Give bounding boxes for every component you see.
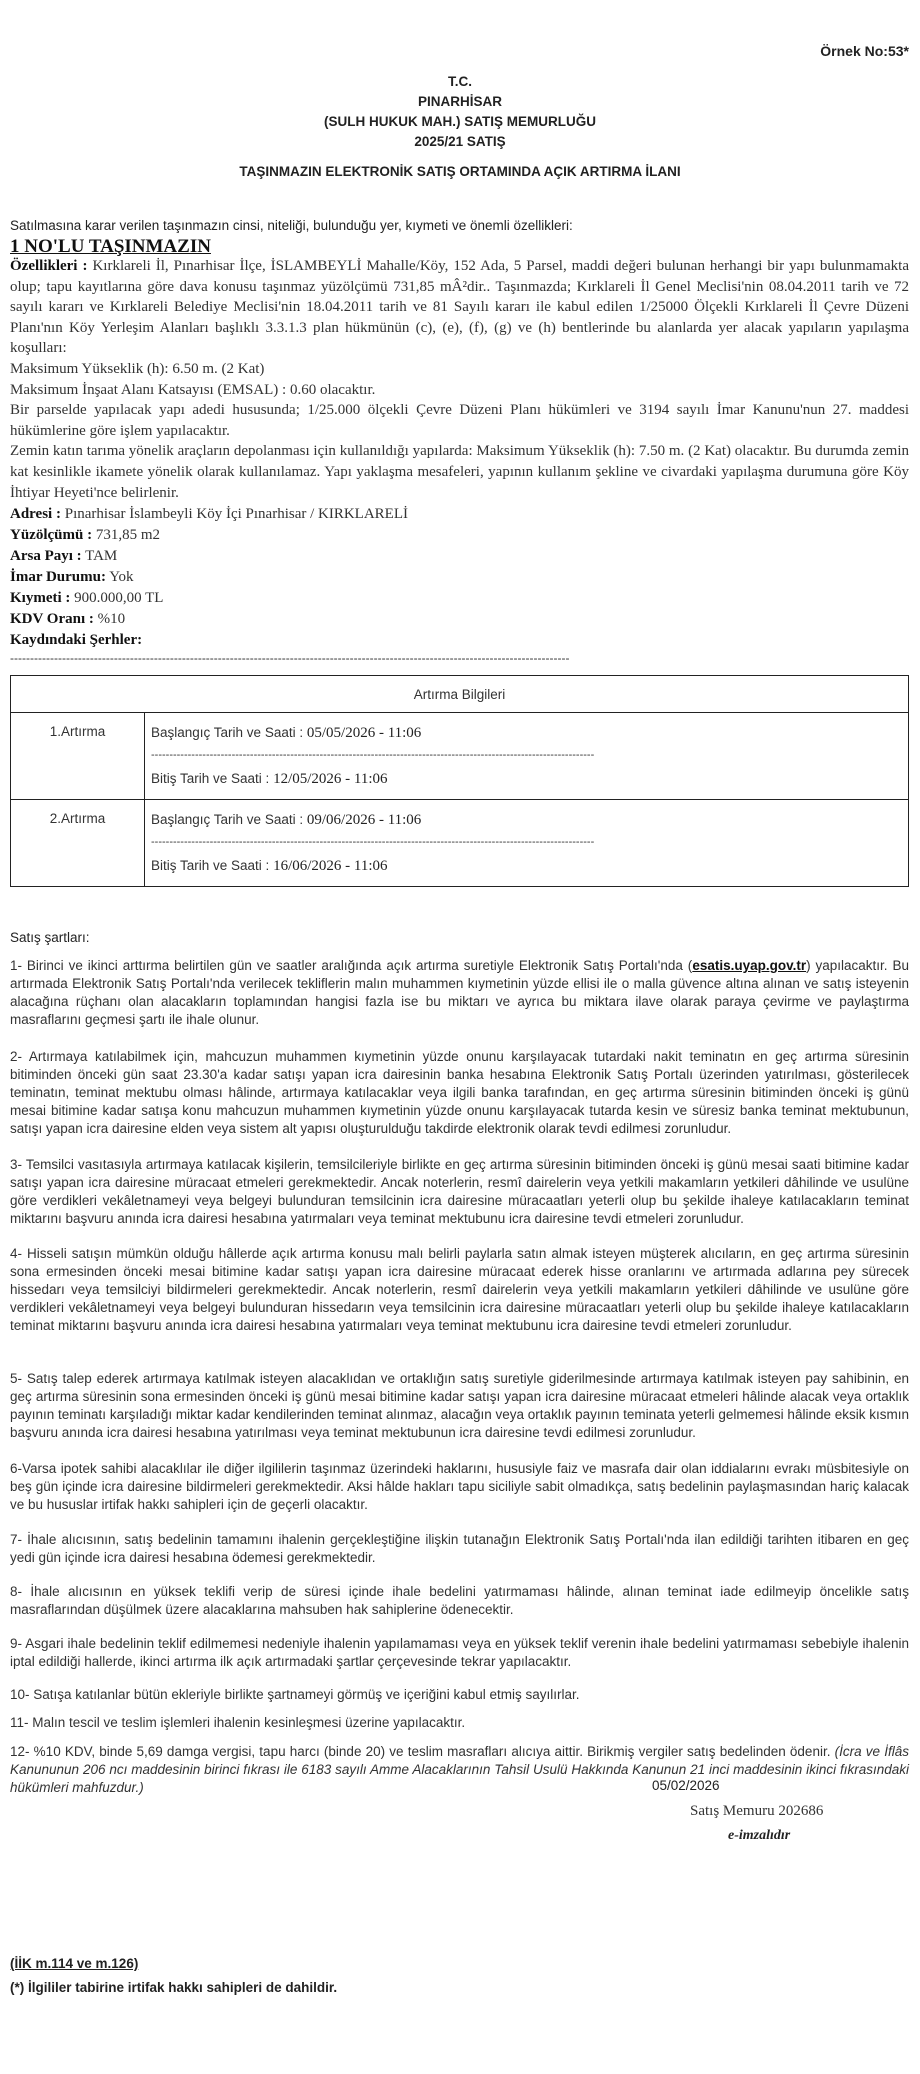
table-title: Artırma Bilgileri [11, 676, 909, 713]
header-tc: T.C. [447, 74, 472, 89]
condition-1-text-b: ) yapılacaktır. Bu artırmada Elektronik Satış Portalı'nda verilecek tekliflerin malın muhammen kıymetinin yüzde ellisi ile o malla güvence altına alınan ve satış isteyenin alacağına rüçhanı olan alacakların toplamından hangisi fazla ise bu miktarı ve ayrıca bu miktara ilave olarak paraya çevirme ve paylaştırma masraflarını geçmesi şartı ile ihale olunur. [10, 958, 909, 1027]
description-paragraph-1 [10, 256, 909, 359]
condition-5: 5- Satış talep ederek artırmaya katılmak isteyen alacaklıdan ve ortaklığın satış suretiyle giderilmesinde artırmaya katılmak isteyen pay sahibinin, en geç artırma süresinin sona ermesinden önceki iş günü mesai bitimine kadar satışı yapan icra dairesine müracaat etmeleri hâlinde alacak veya ortaklık payının teminatı karşıladığı miktar kadar kendilerinden teminat alınmaz, alacağın veya ortaklık payının teminata yeterli gelmemesi hâlinde eksik kısmın başvuru anında icra dairesi hesabına yatırılması veya teminat mektubunun icra dairesine tevdi edilmesi zorunludur. [10, 1371, 909, 1440]
row-dates [145, 713, 909, 800]
esatis-link[interactable]: esatis.uyap.gov.tr [692, 958, 807, 973]
separator-line: -------------------------------------------------------------------------------------------------------------------------------------------- [10, 651, 570, 665]
condition-6: 6-Varsa ipotek sahibi alacaklılar ile diğer ilgililerin taşınmaz üzerindeki haklarını, hususiyle faiz ve masrafa dair olan iddialarını evrakı müsbitesiyle on beş gün içinde icra dairesine bildirmeleri gerekmektedir. Aksi hâlde hakları tapu siciliyle sabit olmadıkça, satış bedelinin paylaşmasından hariç kalacak ve bu hususlar irtifak hakkı sahipleri için de geçerli olacaktır. [10, 1461, 909, 1512]
field-adres-value: Pınarhisar İslambeyli Köy İçi Pınarhisar / KIRKLARELİ [64, 506, 408, 522]
field-imar-durumu [10, 569, 909, 586]
intro-text: Satılmasına karar verilen taşınmazın cinsi, niteliği, bulunduğu yer, kıymeti ve önemli özellikleri: [10, 218, 573, 233]
start-date-line [151, 810, 902, 830]
field-serhler-label: Kaydındaki Şerhler: [10, 632, 143, 648]
field-adres [10, 506, 909, 523]
field-kiymeti [10, 590, 909, 607]
header-place: PINARHİSAR [417, 94, 502, 109]
field-serhler [10, 632, 909, 649]
field-imar-label: İmar Durumu: [10, 569, 106, 585]
property-description [10, 256, 909, 503]
field-yuzolcumu [10, 527, 909, 544]
field-kdv-label: KDV Oranı : [10, 611, 94, 627]
condition-12-italic-note: (İcra ve İflâs Kanununun 206 ncı maddesinin birinci fıkrası ile 6183 sayılı Amme Alacaklarının Tahsil Usulü Hakkında Kanunun 21 inci maddesinin ikinci fıkrasındaki hükümleri mahfuzdur.) [10, 1744, 909, 1795]
condition-8: 8- İhale alıcısının en yüksek teklifi verip de süresi içinde ihale bedelini yatırmaması hâlinde, alınan teminat iade edilmeyip öncelikle satış masraflarından düşülmek üzere alacaklarına mahsuben hak sahiplerine ödenecektir. [10, 1584, 909, 1617]
field-kiymeti-value: 900.000,00 TL [74, 590, 164, 606]
auction-info-table [10, 675, 909, 887]
condition-12-text: 12- %10 KDV, binde 5,69 damga vergisi, tapu harcı (binde 20) ve teslim masrafları alıcıya aittir. Birikmiş vergiler satış bedelinden ödenir. [10, 1744, 831, 1759]
condition-9: 9- Asgari ihale bedelinin teklif edilmemesi nedeniyle ihalenin yapılamaması veya en yüksek teklif verenin ihale bedelini yatırmaması sebebiyle ihalenin iptal edildiği hallerde, ikinci artırma ilk açık artırmadaki şartlar çerçevesinde tekrar yapılacaktır. [10, 1636, 909, 1669]
end-date-line [151, 769, 902, 789]
condition-2: 2- Artırmaya katılabilmek için, mahcuzun muhammen kıymetinin yüzde onunu karşılayacak tutardaki nakit teminatın en geç artırma süresinin bitiminden önceki gün saat 23.30'a kadar satışı yapan icra dairesinin banka hesabına Elektronik Satış Portalı üzerinden yatırılması, gösterilecek teminatın, teminat mektubu olması hâlinde, artırmaya katılacaklar veya ilgili banka tarafından, en geç artırma süresinin bitiminden önceki iş günü mesai bitimine kadar satışa konu mahcuzun muhammen kıymetinin yüzde onunu karşılayacak tutarda kesin ve süresiz banka teminat mektubunun, satışı yapan icra dairesine elden veya sistem alt yapısı oluşturulduğu takdirde elektronik olarak tevdi edilmesi zorunludur. [10, 1049, 909, 1136]
end-date-value: 12/05/2026 - 11:06 [273, 771, 388, 787]
signature-date: 05/02/2026 [652, 1778, 720, 1793]
condition-10: 10- Satışa katılanlar bütün ekleriyle birlikte şartnameyi görmüş ve içeriğini kabul etmiş sayılırlar. [10, 1687, 580, 1702]
start-date-line [151, 723, 902, 743]
footer-law-reference: (İİK m.114 ve m.126) [10, 1956, 139, 1971]
field-yuzolcumu-value: 731,85 m2 [95, 527, 161, 543]
field-yuzolcumu-label: Yüzölçümü : [10, 527, 93, 543]
condition-3: 3- Temsilci vasıtasıyla artırmaya katılacak kişilerin, temsilcileriyle birlikte en geç artırma süresinin bitiminden önceki iş günü mesai saati bitimine kadar satışı yapan icra dairesine müracaat etmeleri gerekmektedir. Ancak noterlerin, resmî dairelerin veya yetkili makamların yetkileri dâhilinde ve usulüne göre verdikleri vekâletnameyi veya belgeyi bulunduran temsilcinin icra dairesine müracaatları yeterli olup bu şekilde ihaleye katılacakların teminat miktarını başvuru anında icra dairesi hesabına yatırmaları veya teminat mektubunu icra dairesine tevdi etmeleri zorunludur. [10, 1157, 909, 1226]
field-arsa-label: Arsa Payı : [10, 548, 82, 564]
description-paragraph-2: Maksimum Yükseklik (h): 6.50 m. (2 Kat) [10, 360, 265, 377]
condition-1 [10, 957, 909, 1029]
row-label: 2.Artırma [11, 800, 145, 887]
row-divider: ------------------------------------------------------------------------------------------------------------------------- [151, 836, 595, 848]
ozellikleri-label: Özellikleri : [10, 258, 88, 274]
description-paragraph-3: Maksimum İnşaat Alanı Katsayısı (EMSAL) : 0.60 olacaktır. [10, 381, 376, 398]
field-adres-label: Adresi : [10, 506, 61, 522]
start-date-value: 09/06/2026 - 11:06 [306, 812, 422, 828]
footer-note: (*) İlgililer tabirine irtifak hakkı sahipleri de dahildir. [10, 1980, 338, 1995]
property-title: 1 NO'LU TAŞINMAZIN [10, 236, 211, 257]
description-paragraph-5: Zemin katın tarıma yönelik araçların depolanması için kullanıldığı yapılarda: Maksimum Yükseklik (h): 7.50 m. (2 Kat) olacaktır. Bu durumda zemin kat kesinlikle ikamete yönelik olarak kullanılamaz. Yapı yaklaşma mesafeleri, yapının kullanım şekline ve civardaki yapılaşma durumuna göre Köy İhtiyar Heyeti'nce belirlenir. [10, 443, 909, 501]
start-date-value: 05/05/2026 - 11:06 [306, 725, 422, 741]
condition-11: 11- Malın tescil ve teslim işlemleri ihalenin kesinleşmesi üzerine yapılacaktır. [10, 1715, 466, 1730]
notice-title: TAŞINMAZIN ELEKTRONİK SATIŞ ORTAMINDA AÇIK ARTIRMA İLANI [239, 164, 681, 179]
start-date-label: Başlangıç Tarih ve Saati : [151, 812, 304, 827]
field-kdv [10, 611, 909, 628]
condition-4: 4- Hisseli satışın mümkün olduğu hâllerde açık artırma konusu malı belirli paylarla satın almak isteyen müşterek alıcıların, en geç artırma süresinin sona ermesinden önceki mesai bitimine kadar satışı yapan icra dairesine müracaat ederek hisse oranlarını ve artırmada adlarına pey sürecek hissedarı veya temsilciyi bildirmeleri gerekmektedir. Ancak noterlerin, resmî dairelerin veya yetkili makamların yetkileri dâhilinde ve usulüne göre verdikleri vekâletnameyi veya belgeyi bulunduran hissedarın veya temsilcinin icra dairesine müracaatları yeterli olup bu şekilde ihaleye katılacakların teminat miktarını başvuru anında icra dairesi hesabına yatırmaları veya teminat mektubunu icra dairesine tevdi etmeleri zorunludur. [10, 1246, 909, 1333]
header-file-no: 2025/21 SATIŞ [414, 134, 506, 149]
conditions-title: Satış şartları: [10, 930, 90, 945]
description-paragraph-4: Bir parselde yapılacak yapı adedi hususunda; 1/25.000 ölçekli Çevre Düzeni Planı hükümleri ve 3194 sayılı İmar Kanunu'nun 27. maddesi hükümlerine göre işlem yapılacaktır. [10, 402, 909, 439]
table-row [11, 713, 909, 800]
signatory: Satış Memuru 202686 [690, 1803, 824, 1819]
field-kdv-value: %10 [97, 611, 126, 627]
start-date-label: Başlangıç Tarih ve Saati : [151, 725, 304, 740]
header-office: (SULH HUKUK MAH.) SATIŞ MEMURLUĞU [324, 114, 596, 129]
e-signature-note: e-imzalıdır [728, 1828, 791, 1843]
end-date-label: Bitiş Tarih ve Saati : [151, 858, 270, 873]
field-imar-value: Yok [109, 569, 134, 585]
field-arsa-value: TAM [85, 548, 118, 564]
condition-7: 7- İhale alıcısının, satış bedelinin tamamını ihalenin gerçekleştiğine ilişkin tutanağın Elektronik Satış Portalı'nda ilan edildiği tarihten itibaren en geç yedi gün içinde icra dairesi hesabına ödemesi gerekmektedir. [10, 1532, 909, 1565]
row-divider: ------------------------------------------------------------------------------------------------------------------------- [151, 749, 595, 761]
field-kiymeti-label: Kıymeti : [10, 590, 71, 606]
row-dates [145, 800, 909, 887]
end-date-value: 16/06/2026 - 11:06 [273, 858, 388, 874]
field-arsa-payi [10, 548, 909, 565]
row-label: 1.Artırma [11, 713, 145, 800]
condition-12 [10, 1743, 909, 1797]
table-row [11, 800, 909, 887]
ornek-number: Örnek No:53* [820, 43, 909, 59]
end-date-label: Bitiş Tarih ve Saati : [151, 771, 270, 786]
description-text-1: Kırklareli İl, Pınarhisar İlçe, İSLAMBEYLİ Mahalle/Köy, 152 Ada, 5 Parsel, maddi değeri bulunan herhangi bir yapı bulunmamakta olup; tapu kayıtlarına göre dava konusu taşınmaz yüzölçümü 731,85 mÂ²dir.. Taşınmazda; Kırklareli İl Genel Meclisi'nin 08.04.2011 tarih ve 72 sayılı kararı ve Kırklareli Belediye Meclisi'nin 18.04.2011 tarih ve 81 Sayılı kararı ile kabul edilen 1/25000 Ölçekli Kırklareli İl Çevre Düzeni Planı'nın Köy Yerleşim Alanları başlıklı 3.3.1.3 plan hükmünün (c), (e), (f), (g) ve (h) bentlerinde bu alanlarda yer alacak yapıların yapılaşma koşulları: [10, 258, 910, 357]
end-date-line [151, 856, 902, 876]
condition-1-text-a: 1- Birinci ve ikinci arttırma belirtilen gün ve saatler aralığında açık artırma suretiyle Elektronik Satış Portalı'nda ( [10, 958, 693, 973]
